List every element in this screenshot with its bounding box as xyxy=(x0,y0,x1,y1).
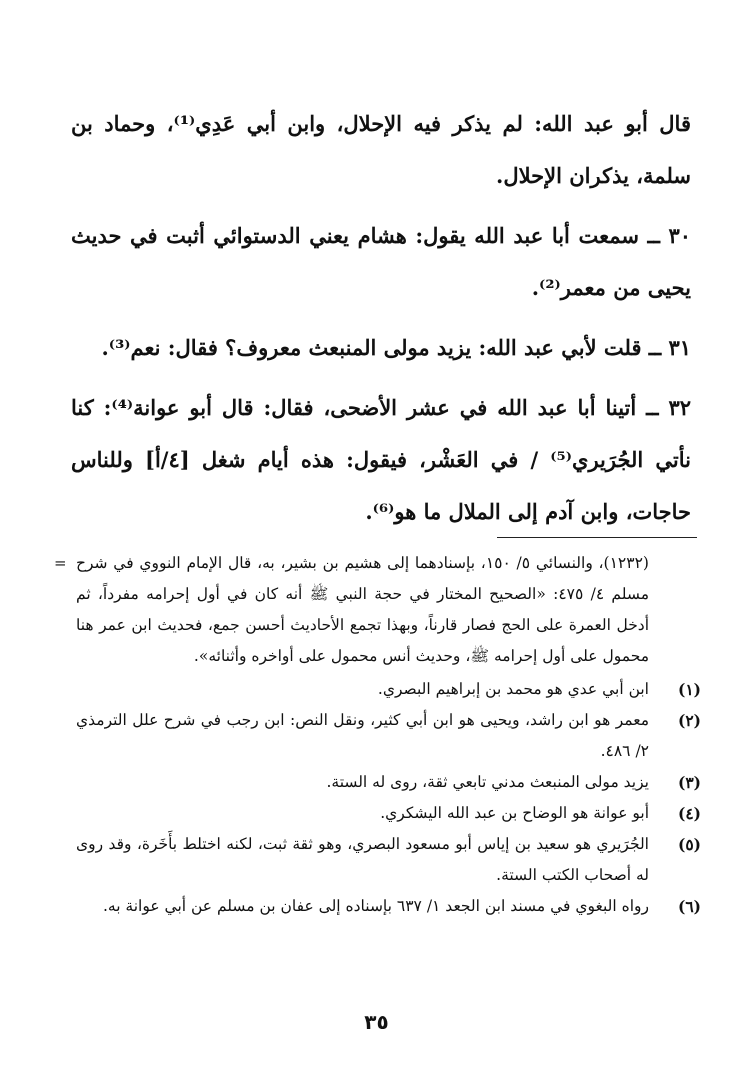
footnote-number: (٥) xyxy=(677,835,701,854)
footnote-text: رواه البغوي في مسند ابن الجعد ١/ ٦٣٧ بإسناده إلى عفان بن مسلم عن أبي عوانة به. xyxy=(102,897,649,915)
paragraph-30: ٣٠ ــ سمعت أبا عبد الله يقول: هشام يعني الدستوائي أثبت في حديث يحيى من معمر⁽²⁾. xyxy=(71,223,691,300)
footnote-4 xyxy=(76,798,701,829)
footnote-continuation-text: (١٢٣٢)، والنسائي ٥/ ١٥٠، بإسنادهما إلى هشيم بن بشير، به، قال الإمام النووي في شرح مسلم ٤/ ٤٧٥: «الصحيح المختار في حجة النبي ﷺ أنه كان في أول إحرامه مفرداً، ثم أدخل العمرة على الحج فصار قارناً، وبهذا تجمع الأحاديث أحسن جمع، فحديث ابن عمر هنا محمول على أول إحرامه ﷺ، وحديث أنس محمول على أواخره وأثنائه». xyxy=(76,554,649,665)
footnote-text: ابن أبي عدي هو محمد بن إبراهيم البصري. xyxy=(377,680,649,698)
footnote-separator xyxy=(497,537,697,538)
footnote-text: معمر هو ابن راشد، ويحيى هو ابن أبي كثير، ونقل النص: ابن رجب في شرح علل الترمذي ٢/ ٤٨٦. xyxy=(76,711,649,760)
continuation-mark: = xyxy=(54,554,67,572)
paragraph-32: ٣٢ ــ أتينا أبا عبد الله في عشر الأضحى، فقال: قال أبو عوانة⁽⁴⁾: كنا نأتي الجُرَيري⁽⁵⁾ / في العَشْر، فيقول: هذه أيام شغل [٤/أ] وللناس حاجات، وابن آدم إلى الملال ما هو⁽⁶⁾. xyxy=(71,395,691,524)
paragraph-31: ٣١ ــ قلت لأبي عبد الله: يزيد مولى المنبعث معروف؟ فقال: نعم⁽³⁾. xyxy=(101,335,691,360)
footnote-text: يزيد مولى المنبعث مدني تابعي ثقة، روى له الستة. xyxy=(326,773,649,791)
footnote-number: (٣) xyxy=(677,773,701,792)
footnote-text: الجُرَيري هو سعيد بن إياس أبو مسعود البصري، وهو ثقة ثبت، لكنه اختلط بأَخَرة، وقد روى له أصحاب الكتب الستة. xyxy=(76,835,649,884)
footnote-3 xyxy=(76,767,701,798)
footnote-1 xyxy=(76,674,701,705)
footnote-continuation xyxy=(54,548,701,672)
footnote-2 xyxy=(76,705,701,767)
footnote-6 xyxy=(76,891,701,922)
page-number: ٣٥ xyxy=(364,1010,389,1034)
paragraph-intro: قال أبو عبد الله: لم يذكر فيه الإحلال، وابن أبي عَدِي⁽¹⁾، وحماد بن سلمة، يذكران الإحلال. xyxy=(71,111,691,188)
footnote-number: (٦) xyxy=(677,897,701,916)
footnote-text: أبو عوانة هو الوضاح بن عبد الله اليشكري. xyxy=(380,804,649,822)
footnotes xyxy=(54,548,701,922)
footnote-5 xyxy=(76,829,701,891)
main-text xyxy=(71,98,691,546)
footnote-number: (٢) xyxy=(677,711,701,730)
footnote-number: (١) xyxy=(677,680,701,699)
footnote-number: (٤) xyxy=(677,804,701,823)
